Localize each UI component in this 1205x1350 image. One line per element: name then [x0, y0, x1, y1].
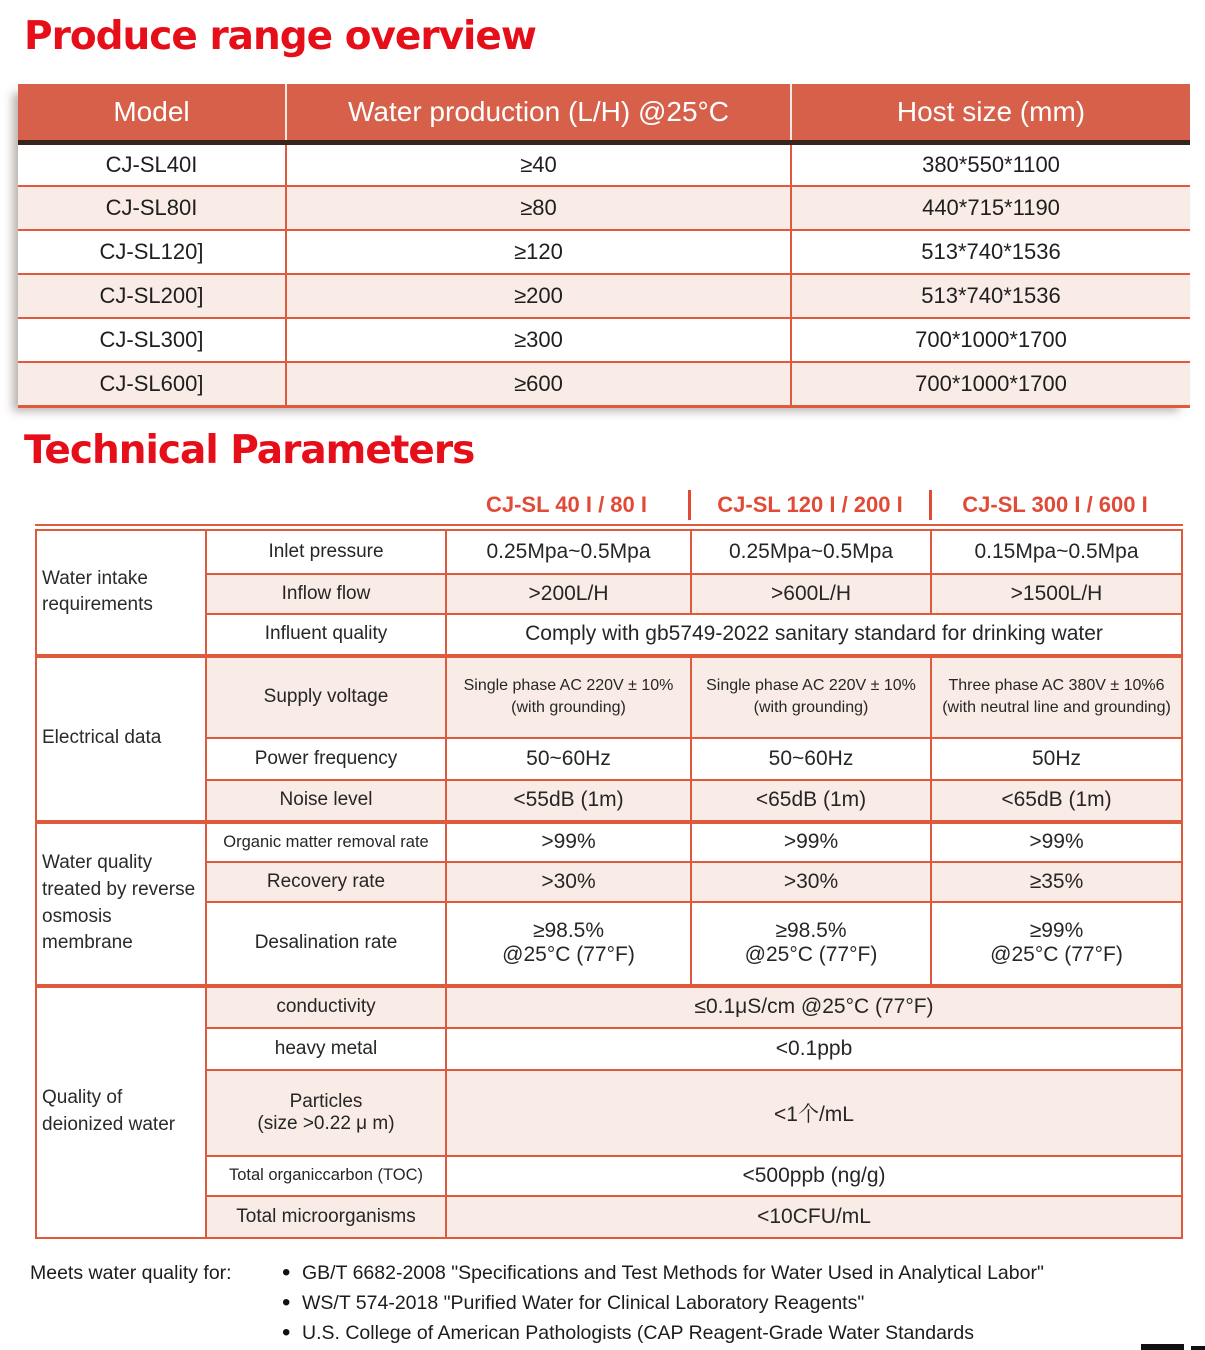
value-line: (with neutral line and grounding): [942, 699, 1171, 716]
param-label: Desalination rate: [206, 902, 446, 986]
standard-item: • WS/T 574-2018 "Purified Water for Clinical Laboratory Reagents": [282, 1288, 1044, 1318]
footer-label: Meets water quality for:: [30, 1262, 232, 1284]
value-cell: >1500L/H: [931, 574, 1182, 614]
value-cell: [446, 656, 691, 738]
production-cell: ≥200: [286, 274, 791, 318]
host-size-cell: 513*740*1536: [791, 230, 1190, 274]
model-cell: CJ-SL300]: [18, 318, 286, 362]
param-label: Noise level: [206, 780, 446, 822]
param-label: Power frequency: [206, 738, 446, 780]
value-cell: >99%: [931, 822, 1182, 862]
host-size-cell: 700*1000*1700: [791, 362, 1190, 406]
table-row: [18, 186, 1190, 230]
production-cell: ≥300: [286, 318, 791, 362]
value-cell: <65dB (1m): [931, 780, 1182, 822]
table-row: [36, 1028, 1182, 1070]
param-label: heavy metal: [206, 1028, 446, 1070]
value-line: ≥99%: [1029, 919, 1084, 942]
col-header-water-production: Water production (L/H) @25°C: [286, 84, 791, 142]
value-cell: >30%: [691, 862, 931, 902]
table-row: [36, 862, 1182, 902]
col-header-model: Model: [18, 84, 286, 142]
param-label: Total organiccarbon (TOC): [206, 1156, 446, 1196]
value-cell: >30%: [446, 862, 691, 902]
param-label: Supply voltage: [206, 656, 446, 738]
model-cell: CJ-SL200]: [18, 274, 286, 318]
production-cell: ≥80: [286, 186, 791, 230]
value-line: @25°C (77°F): [990, 943, 1123, 966]
cropped-logo-mark: [1191, 1346, 1205, 1350]
table-row: [18, 274, 1190, 318]
value-cell: [931, 902, 1182, 986]
param-label: Inlet pressure: [206, 528, 446, 574]
param-label: [206, 1070, 446, 1156]
table-row: [36, 780, 1182, 822]
value-cell: [691, 656, 931, 738]
table-row: [36, 528, 1182, 574]
group-label-electrical: Electrical data: [36, 656, 206, 822]
col-header-host-size: Host size (mm): [791, 84, 1190, 142]
value-cell: [931, 656, 1182, 738]
host-size-cell: 440*715*1190: [791, 186, 1190, 230]
group-label-water-intake: Water intake requirements: [36, 528, 206, 656]
value-line: ≥98.5%: [532, 919, 605, 942]
value-cell-span: ≤0.1μS/cm @25°C (77°F): [446, 986, 1182, 1028]
value-cell: 50~60Hz: [446, 738, 691, 780]
table-row: [36, 986, 1182, 1028]
standards-footer: [30, 1258, 1190, 1348]
value-cell: [446, 902, 691, 986]
production-cell: ≥120: [286, 230, 791, 274]
value-line: @25°C (77°F): [744, 943, 878, 966]
table-row: [36, 822, 1182, 862]
value-cell: [691, 902, 931, 986]
value-cell-span: <0.1ppb: [446, 1028, 1182, 1070]
standard-item: • GB/T 6682-2008 "Specifications and Test Methods for Water Used in Analytical Labor": [282, 1258, 1044, 1288]
section-title-technical-parameters: Technical Parameters: [24, 428, 475, 473]
table-row: [36, 738, 1182, 780]
value-cell-span: <500ppb (ng/g): [446, 1156, 1182, 1196]
host-size-cell: 700*1000*1700: [791, 318, 1190, 362]
value-cell: 0.15Mpa~0.5Mpa: [931, 528, 1182, 574]
param-label: Inflow flow: [206, 574, 446, 614]
value-cell: ≥35%: [931, 862, 1182, 902]
value-cell-span: Comply with gb5749-2022 sanitary standard for drinking water: [446, 614, 1182, 656]
standards-list: [282, 1258, 1044, 1348]
table-row: [18, 362, 1190, 406]
value-cell: <55dB (1m): [446, 780, 691, 822]
table-row: [18, 230, 1190, 274]
section-title-produce-range: Produce range overview: [24, 14, 536, 59]
table-row: [36, 656, 1182, 738]
value-line: Three phase AC 380V ± 10%6: [948, 677, 1165, 695]
value-cell: 50Hz: [931, 738, 1182, 780]
value-line: (with grounding): [753, 699, 869, 716]
model-cell: CJ-SL120]: [18, 230, 286, 274]
value-cell: >99%: [446, 822, 691, 862]
param-label: Influent quality: [206, 614, 446, 656]
value-cell: 50~60Hz: [691, 738, 931, 780]
param-line: Particles: [289, 1090, 363, 1112]
model-cell: CJ-SL40I: [18, 142, 286, 186]
value-cell: <65dB (1m): [691, 780, 931, 822]
tech-column-headers: [445, 489, 1181, 521]
value-cell-span: <1个/mL: [446, 1070, 1182, 1156]
standard-item: • U.S. College of American Pathologists (CAP Reagent-Grade Water Standards: [282, 1318, 1044, 1348]
value-cell: >99%: [691, 822, 931, 862]
tech-column-header: CJ-SL 40 I / 80 I: [485, 492, 647, 517]
value-line: Single phase AC 220V ± 10%: [706, 677, 916, 695]
model-cell: CJ-SL80I: [18, 186, 286, 230]
production-cell: ≥600: [286, 362, 791, 406]
host-size-cell: 513*740*1536: [791, 274, 1190, 318]
param-label: conductivity: [206, 986, 446, 1028]
model-cell: CJ-SL600]: [18, 362, 286, 406]
value-line: (with grounding): [511, 699, 626, 716]
cropped-logo-mark: [1141, 1344, 1184, 1350]
param-label: Recovery rate: [206, 862, 446, 902]
table-row: [36, 1070, 1182, 1156]
param-line: (size >0.22 μ m): [257, 1112, 395, 1134]
table-row: [18, 318, 1190, 362]
value-cell: >200L/H: [446, 574, 691, 614]
param-label: Total microorganisms: [206, 1196, 446, 1238]
value-cell: 0.25Mpa~0.5Mpa: [446, 528, 691, 574]
host-size-cell: 380*550*1100: [922, 151, 1060, 177]
table-row: [36, 1156, 1182, 1196]
tech-column-header: CJ-SL 300 I / 600 I: [962, 492, 1148, 517]
table-row: [36, 574, 1182, 614]
production-cell: ≥40: [286, 142, 791, 186]
value-cell-span: <10CFU/mL: [446, 1196, 1182, 1238]
produce-range-table: [18, 84, 1190, 408]
value-cell: 0.25Mpa~0.5Mpa: [691, 528, 931, 574]
overview-header-row: [18, 84, 1190, 142]
table-row: [36, 614, 1182, 656]
group-label-di-quality: Quality of deionized water: [36, 986, 206, 1238]
value-cell: >600L/H: [691, 574, 931, 614]
table-row: [36, 902, 1182, 986]
value-line: @25°C (77°F): [502, 943, 635, 966]
param-label: Organic matter removal rate: [206, 822, 446, 862]
table-row: [36, 1196, 1182, 1238]
value-line: Single phase AC 220V ± 10%: [463, 677, 674, 695]
value-line: ≥98.5%: [775, 919, 847, 942]
technical-parameters-table: [35, 524, 1183, 1239]
tech-column-header: CJ-SL 120 I / 200 I: [717, 492, 903, 517]
group-label-ro-quality: Water quality treated by reverse osmosis membrane: [36, 822, 206, 986]
table-row: [18, 142, 1190, 186]
